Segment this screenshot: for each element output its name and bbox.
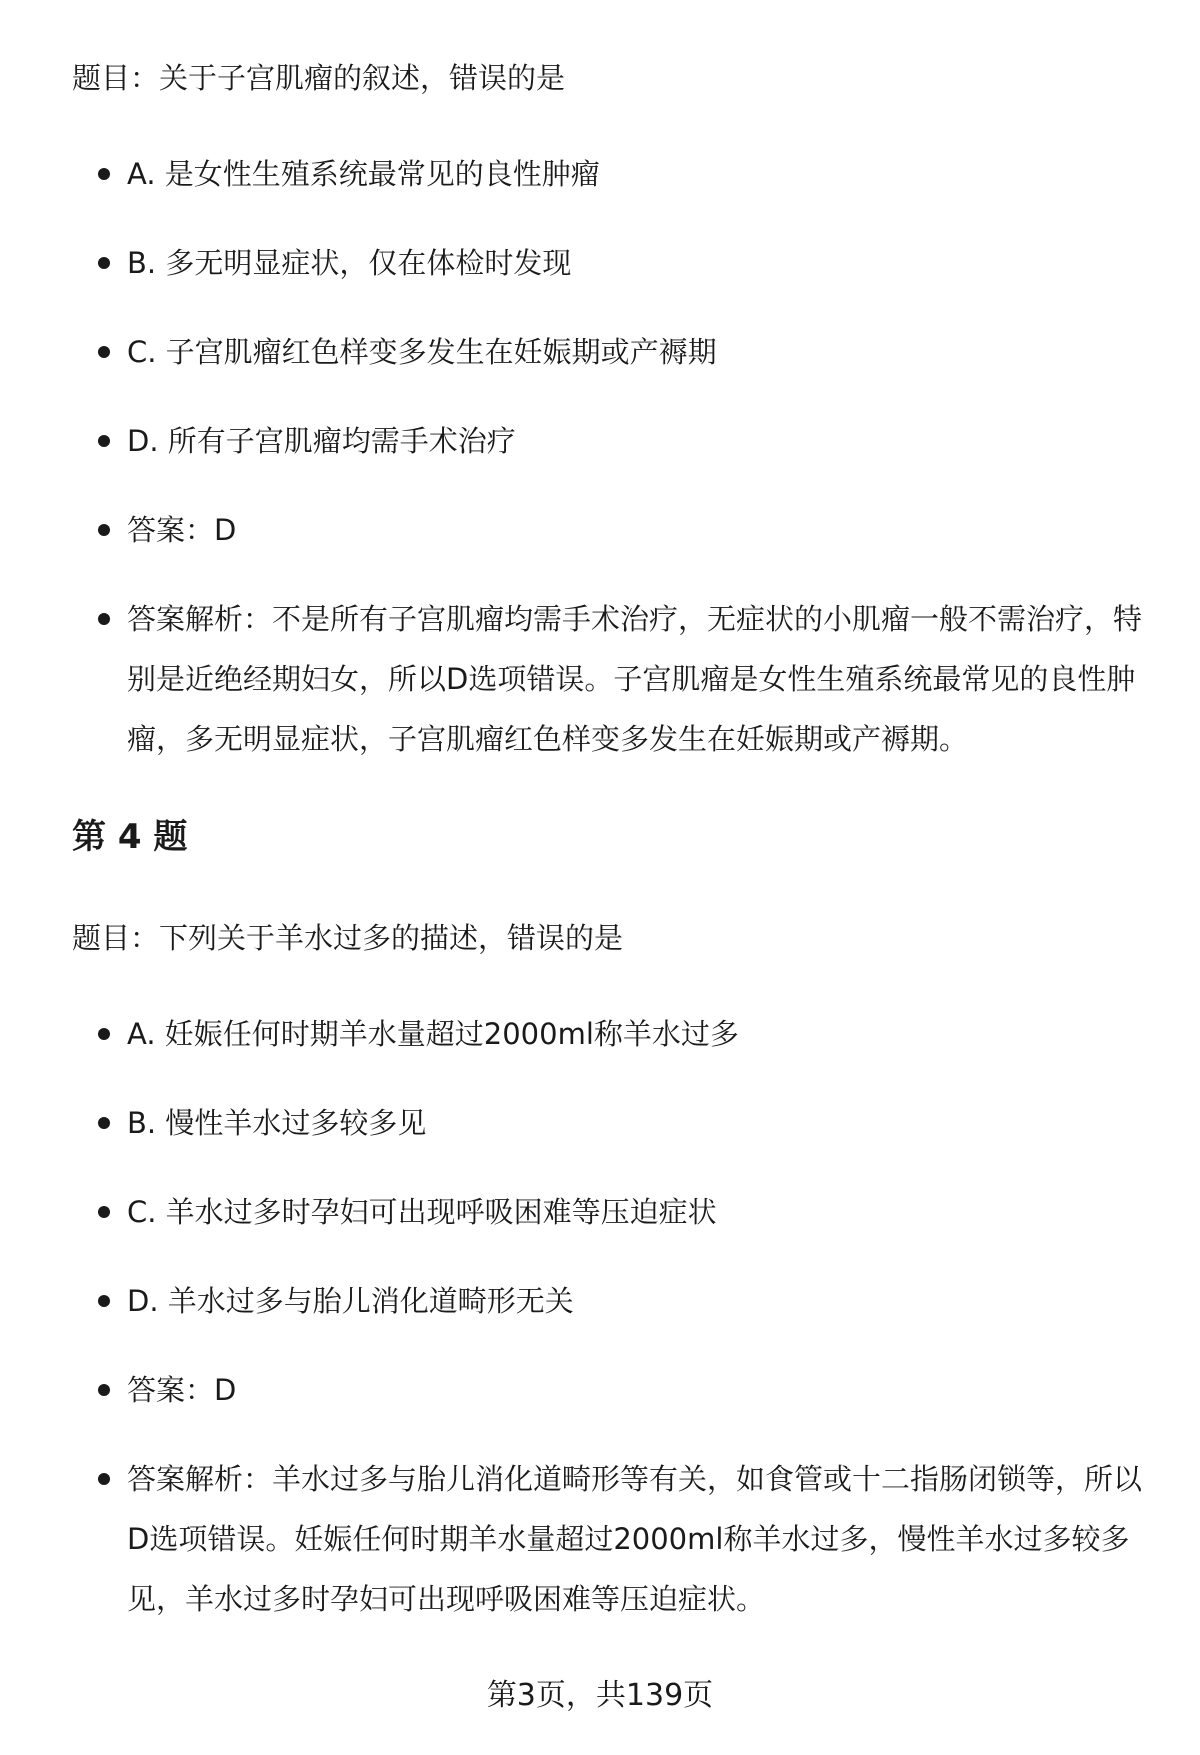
option-a: A. 是女性生殖系统最常见的良性肿瘤 <box>127 157 600 191</box>
option-c: C. 羊水过多时孕妇可出现呼吸困难等压迫症状 <box>127 1195 717 1229</box>
option-d: D. 所有子宫肌瘤均需手术治疗 <box>127 424 516 458</box>
question-stem: 题目：下列关于羊水过多的描述，错误的是 <box>72 921 624 955</box>
option-c: C. 子宫肌瘤红色样变多发生在妊娠期或产褥期 <box>127 335 717 369</box>
bullet-icon <box>98 1117 110 1129</box>
bullet-icon <box>98 435 110 447</box>
bullet-icon <box>98 1295 110 1307</box>
option-b: B. 多无明显症状，仅在体检时发现 <box>127 246 572 280</box>
bullet-icon <box>98 346 110 358</box>
bullet-icon <box>98 1473 110 1485</box>
answer-analysis: 答案解析：不是所有子宫肌瘤均需手术治疗，无症状的小肌瘤一般不需治疗，特别是近绝经期妇女，所以D选项错误。子宫肌瘤是女性生殖系统最常见的良性肿瘤，多无明显症状，子宫肌瘤红色样变多发生在妊娠期或产褥期。 <box>127 602 1143 756</box>
bullet-icon <box>98 524 110 536</box>
bullet-icon <box>98 1028 110 1040</box>
option-a: A. 妊娠任何时期羊水量超过2000ml称羊水过多 <box>127 1017 739 1051</box>
question-stem: 题目：关于子宫肌瘤的叙述，错误的是 <box>72 61 566 95</box>
bullet-icon <box>98 168 110 180</box>
bullet-icon <box>98 613 110 625</box>
bullet-icon <box>98 1206 110 1218</box>
question-heading: 第 4 题 <box>72 817 188 857</box>
page-number: 第3页，共139页 <box>486 1678 714 1713</box>
answer: 答案：D <box>127 1373 237 1407</box>
bullet-icon <box>98 257 110 269</box>
option-d: D. 羊水过多与胎儿消化道畸形无关 <box>127 1284 574 1318</box>
answer-analysis: 答案解析：羊水过多与胎儿消化道畸形等有关，如食管或十二指肠闭锁等，所以D选项错误。妊娠任何时期羊水量超过2000ml称羊水过多，慢性羊水过多较多见，羊水过多时孕妇可出现呼吸困难等压迫症状。 <box>127 1462 1143 1616</box>
option-b: B. 慢性羊水过多较多见 <box>127 1106 427 1140</box>
answer: 答案：D <box>127 513 237 547</box>
bullet-icon <box>98 1384 110 1396</box>
